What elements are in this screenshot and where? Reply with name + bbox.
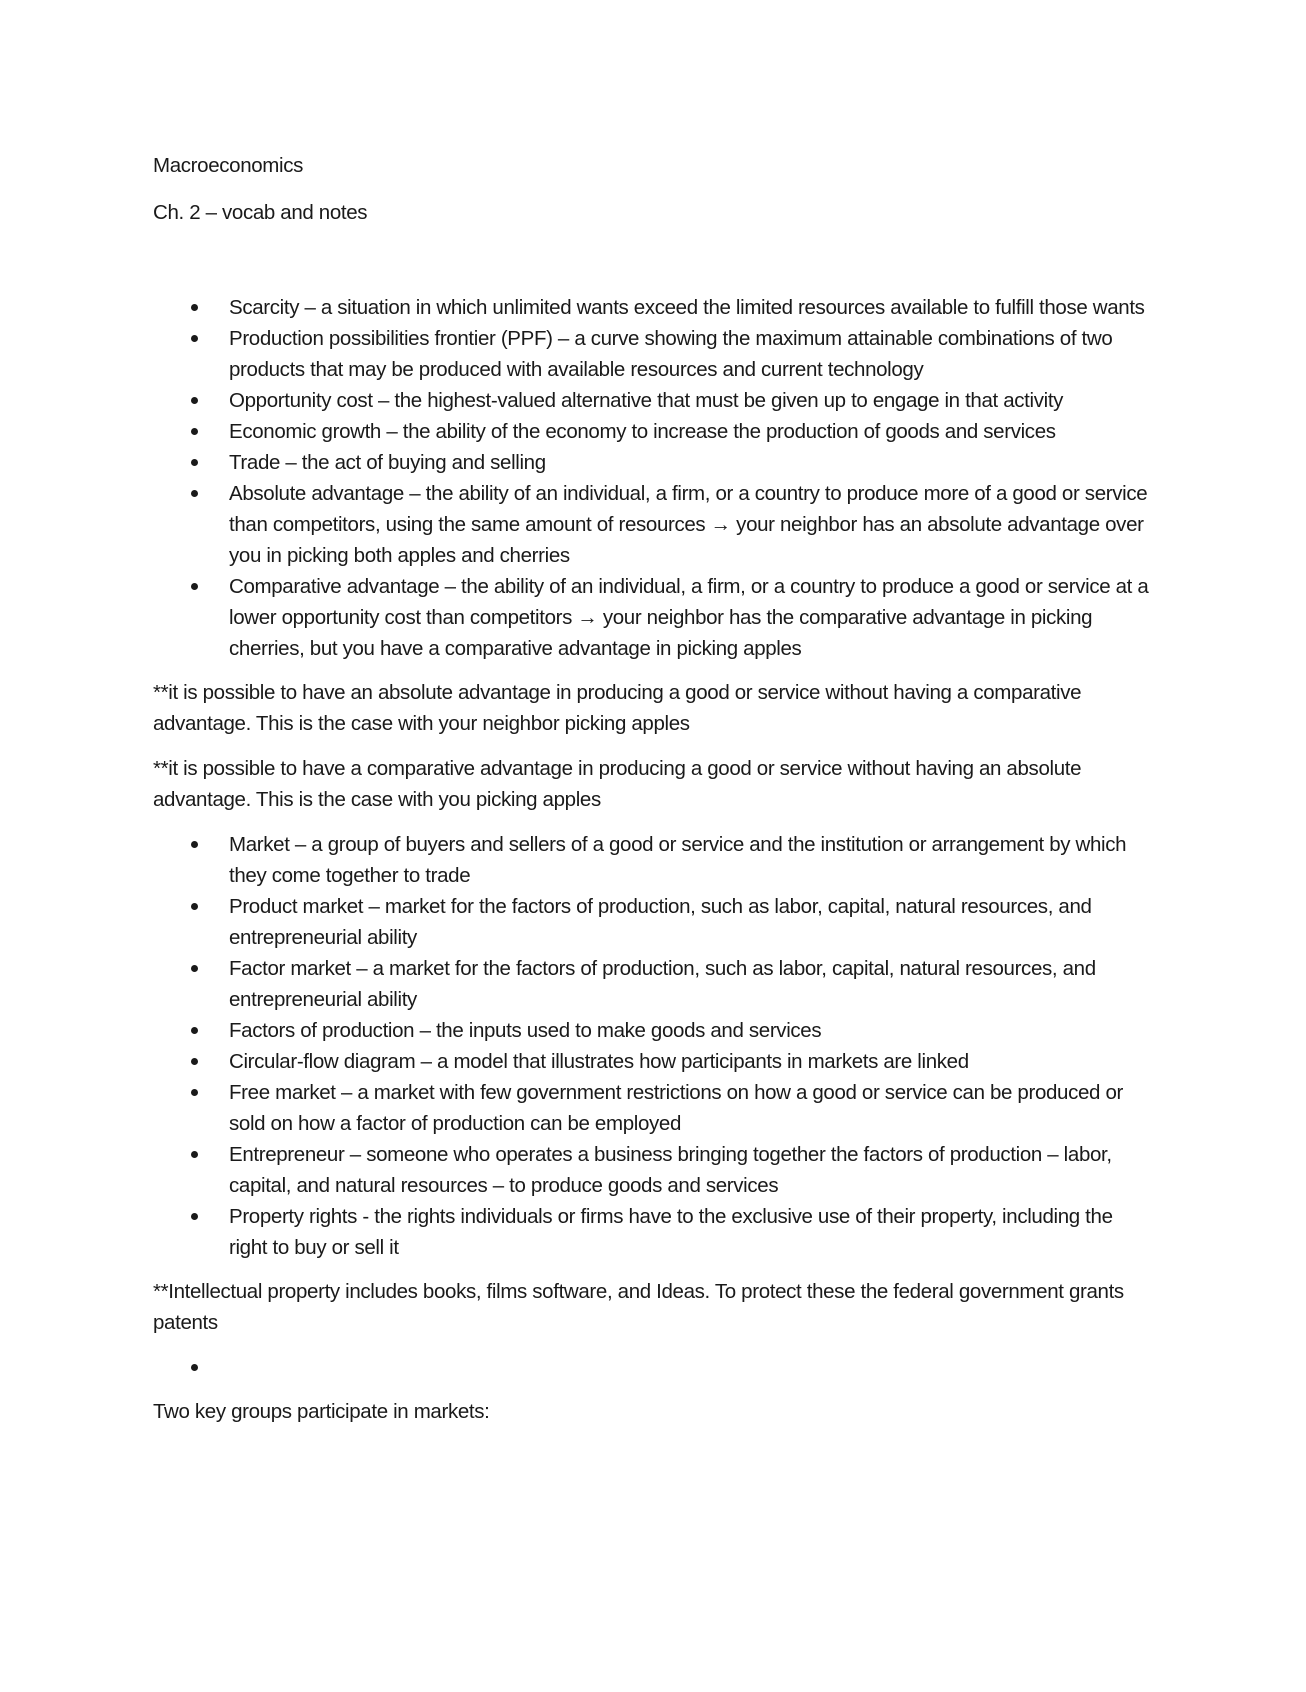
list-item	[153, 292, 1153, 323]
list-item	[153, 323, 1153, 385]
list-item	[153, 416, 1153, 447]
bullet-icon	[191, 397, 198, 404]
vocab-list-3	[153, 1352, 1153, 1383]
list-item-text: Factors of production – the inputs used to make goods and services	[229, 1019, 822, 1042]
list-item-text: Comparative advantage – the ability of an individual, a firm, or a country to produce a good or service at a lower opportunity cost than competitors → your neighbor has the comparative advantage in picking cherries, but you have a comparative advantage in picking apples	[229, 575, 1149, 660]
list-item	[153, 571, 1153, 664]
list-item	[153, 1046, 1153, 1077]
list-item-text: Factor market – a market for the factors of production, such as labor, capital, natural resources, and entrepreneurial ability	[229, 957, 1096, 1011]
list-item-text: Scarcity – a situation in which unlimited wants exceed the limited resources available to fulfill those wants	[229, 296, 1145, 319]
list-item-text: Economic growth – the ability of the economy to increase the production of goods and services	[229, 420, 1056, 443]
bullet-icon	[191, 583, 198, 590]
list-item-text: Free market – a market with few government restrictions on how a good or service can be produced or sold on how a factor of production can be employed	[229, 1081, 1123, 1135]
list-item	[153, 385, 1153, 416]
bullet-icon	[191, 490, 198, 497]
list-item	[153, 1015, 1153, 1046]
list-item	[153, 478, 1153, 571]
note-paragraph: **it is possible to have an absolute advantage in producing a good or service without having a comparative advantage. This is the case with your neighbor picking apples	[153, 681, 1082, 735]
list-item-text: Absolute advantage – the ability of an individual, a firm, or a country to produce more of a good or service than competitors, using the same amount of resources → your neighbor has an absolute advantage over you in picking both apples and cherries	[229, 482, 1148, 567]
list-item	[153, 1077, 1153, 1139]
bullet-icon	[191, 1027, 198, 1034]
list-item-text: Product market – market for the factors of production, such as labor, capital, natural resources, and entrepreneurial ability	[229, 895, 1092, 949]
bullet-icon	[191, 903, 198, 910]
bullet-icon	[191, 1058, 198, 1065]
document-subtitle: Ch. 2 – vocab and notes	[153, 201, 368, 224]
list-item	[153, 891, 1153, 953]
document-title: Macroeconomics	[153, 154, 304, 177]
list-item-text: Opportunity cost – the highest-valued alternative that must be given up to engage in that activity	[229, 389, 1064, 412]
list-item-text: Market – a group of buyers and sellers of a good or service and the institution or arrangement by which they come together to trade	[229, 833, 1127, 887]
bullet-icon	[191, 841, 198, 848]
footer-text: Two key groups participate in markets:	[153, 1400, 490, 1423]
list-item-text: Property rights - the rights individuals or firms have to the exclusive use of their property, including the right to buy or sell it	[229, 1205, 1113, 1259]
list-item-text: Entrepreneur – someone who operates a business bringing together the factors of production – labor, capital, and natural resources – to produce goods and services	[229, 1143, 1112, 1197]
bullet-icon	[191, 1089, 198, 1096]
list-item	[153, 1139, 1153, 1201]
note-paragraph: **it is possible to have a comparative advantage in producing a good or service without having an absolute advantage. This is the case with you picking apples	[153, 757, 1082, 811]
bullet-icon	[191, 335, 198, 342]
bullet-icon	[191, 1213, 198, 1220]
bullet-icon	[191, 459, 198, 466]
list-item	[153, 953, 1153, 1015]
vocab-list-1	[153, 292, 1153, 664]
document-page	[153, 150, 1153, 1427]
vocab-list-2	[153, 829, 1153, 1263]
bullet-icon	[191, 428, 198, 435]
list-item-text: Circular-flow diagram – a model that illustrates how participants in markets are linked	[229, 1050, 969, 1073]
bullet-icon	[191, 304, 198, 311]
note-paragraph: **Intellectual property includes books, films software, and Ideas. To protect these the federal government grants patents	[153, 1280, 1124, 1334]
bullet-icon	[191, 965, 198, 972]
bullet-icon	[191, 1151, 198, 1158]
list-item	[153, 447, 1153, 478]
bullet-icon	[191, 1364, 198, 1371]
list-item	[153, 829, 1153, 891]
list-item-text: Production possibilities frontier (PPF) – a curve showing the maximum attainable combinations of two products that may be produced with available resources and current technology	[229, 327, 1113, 381]
list-item-text: Trade – the act of buying and selling	[229, 451, 546, 474]
list-item	[153, 1201, 1153, 1263]
